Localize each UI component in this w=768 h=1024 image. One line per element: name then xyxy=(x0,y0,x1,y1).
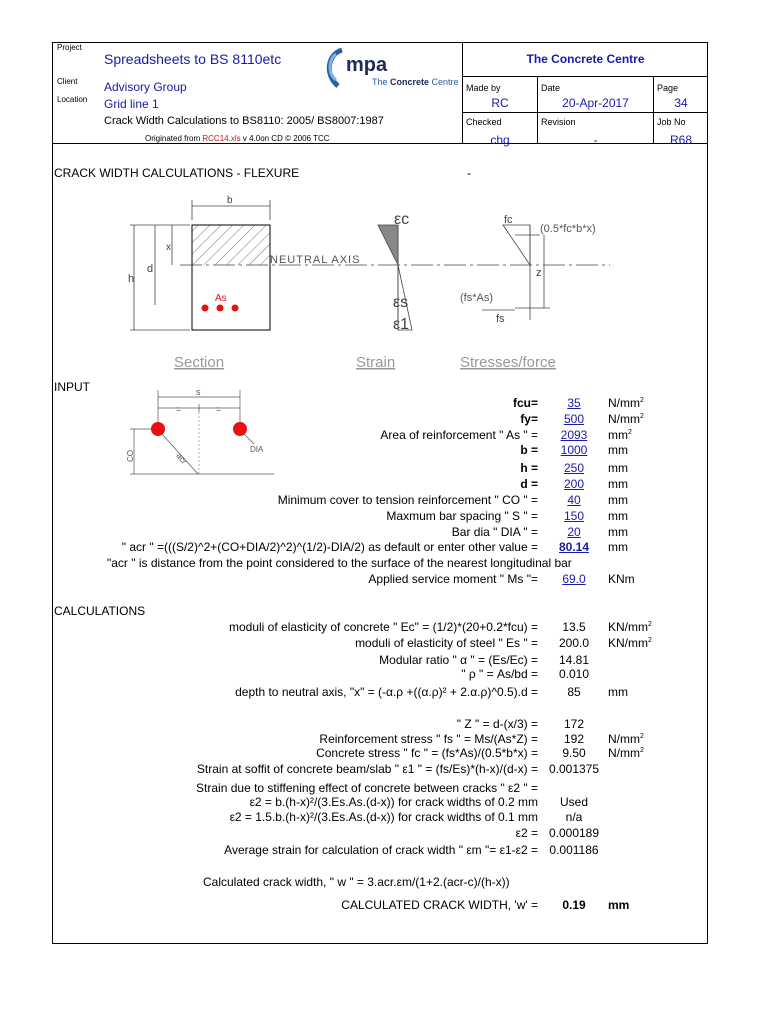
em-label: Average strain for calculation of crack width " εm "= ε1-ε2 = xyxy=(224,843,538,857)
w-label: CALCULATED CRACK WIDTH, 'w' = xyxy=(341,898,538,912)
job-value: R68 xyxy=(669,133,692,147)
dim-h: h xyxy=(128,273,135,285)
acr-unit: mm xyxy=(608,540,628,554)
as-unit-sup: 2 xyxy=(628,429,632,436)
alpha-label: Modular ratio " α " = (Es/Ec) = xyxy=(379,653,538,667)
w-unit: mm xyxy=(608,898,630,912)
document-title: Crack Width Calculations to BS8110: 2005/ BS8007:1987 xyxy=(104,115,384,127)
made-by-value: RC xyxy=(491,96,509,110)
logo-sub-suffix: Centre xyxy=(429,77,459,87)
input-row-h xyxy=(0,461,768,475)
ms-unit: KNm xyxy=(608,572,635,586)
calc-row-e2a xyxy=(0,795,768,809)
input-row-acr xyxy=(0,540,768,554)
es-label: moduli of elasticity of steel " Es " = xyxy=(355,636,538,650)
location-label: Location xyxy=(57,95,88,104)
checked-value: chg xyxy=(490,133,510,147)
ms-label: Applied service moment " Ms "= xyxy=(368,572,538,586)
fy-unit xyxy=(608,412,644,426)
input-heading: INPUT xyxy=(54,380,90,394)
z-label: " Z " = d-(x/3) = xyxy=(456,717,538,731)
date-value: 20-Apr-2017 xyxy=(562,96,629,110)
client-value: Advisory Group xyxy=(104,80,187,94)
es-unit-text: KN/mm xyxy=(608,636,648,650)
co-input[interactable]: 40 xyxy=(567,493,581,507)
x-label: depth to neutral axis, "x" = (-α.ρ +((α.ρ)² + 2.α.ρ)^0.5).d = xyxy=(235,685,538,699)
caption-stress: Stresses/force xyxy=(460,354,556,371)
calc-title: CRACK WIDTH CALCULATIONS - FLEXURE xyxy=(54,166,300,180)
revision-value: - xyxy=(593,133,598,147)
acr-label: " acr " =(((S/2)^2+(CO+DIA/2)^2)^(1/2)-DIA/2) as default or enter other value = xyxy=(121,540,538,554)
as-input[interactable]: 2093 xyxy=(560,428,588,442)
fc-unit-sup: 2 xyxy=(640,747,644,754)
e2a-label: ε2 = b.(h-x)²/(3.Es.As.(d-x)) for crack widths of 0.2 mm xyxy=(249,795,538,809)
page-label: Page xyxy=(657,83,679,93)
label-as: As xyxy=(215,293,227,304)
alpha-value: 14.81 xyxy=(558,653,590,667)
calc-row-em xyxy=(0,843,768,857)
header-grid-line xyxy=(462,112,708,113)
logo-sub-bold: Concrete xyxy=(390,77,430,87)
h-label: h = xyxy=(520,461,538,475)
logo-subtitle xyxy=(372,77,459,87)
title-dash: - xyxy=(467,166,471,180)
fs-unit xyxy=(608,732,644,746)
calc-row-e2 xyxy=(0,826,768,840)
originated-file: RCC14.xls xyxy=(202,134,241,143)
stress-fs-label: fs xyxy=(496,313,505,325)
calc-row-fc xyxy=(0,746,768,760)
x-value: 85 xyxy=(567,685,581,699)
input-row-as xyxy=(0,428,768,442)
fc-label: Concrete stress " fc " = (fs*As)/(0.5*b*x) = xyxy=(316,746,538,760)
dia-input[interactable]: 20 xyxy=(567,525,581,539)
strain-ec-label: εc xyxy=(394,211,410,228)
fcu-unit-text: N/mm xyxy=(608,396,640,410)
dim-s: s xyxy=(196,387,201,397)
date-label: Date xyxy=(541,83,561,93)
logo-text: mpa xyxy=(346,54,388,76)
project-value: Spreadsheets to BS 8110etc xyxy=(104,51,282,67)
as-unit-text: mm xyxy=(608,428,628,442)
caption-strain: Strain xyxy=(356,354,396,371)
dim-eq-right: = xyxy=(216,404,222,414)
logo-sub-prefix: The xyxy=(372,77,391,87)
rebar-dot xyxy=(232,305,239,312)
as-unit xyxy=(608,428,632,442)
e2-value: 0.000189 xyxy=(548,826,600,840)
dim-co: CO xyxy=(126,450,135,462)
calc-row-x xyxy=(0,685,768,699)
originated-suffix: v 4.0on CD © 2006 TCC xyxy=(242,134,330,143)
dim-dia: DIA xyxy=(250,445,264,454)
tension-force-label: (fs*As) xyxy=(460,292,493,304)
ec-unit-text: KN/mm xyxy=(608,620,648,634)
rho-label: " ρ " = As/bd = xyxy=(461,667,538,681)
fcu-unit xyxy=(608,396,644,410)
e2-title: Strain due to stiffening effect of concrete between cracks " ε2 " = xyxy=(196,781,538,795)
e2-label: ε2 = xyxy=(515,826,538,840)
w-value: 0.19 xyxy=(562,898,586,912)
calc-row-fs xyxy=(0,732,768,746)
fs-unit-sup: 2 xyxy=(640,733,644,740)
co-label: Minimum cover to tension reinforcement " CO " = xyxy=(277,493,538,507)
acr-note: "acr " is distance from the point considered to the surface of the nearest longitudinal bar xyxy=(107,556,572,570)
compression-zone-hatch xyxy=(192,225,270,265)
dim-b: b xyxy=(227,195,233,206)
dim-d: d xyxy=(147,263,154,275)
calculations-heading: CALCULATIONS xyxy=(54,604,146,618)
compression-force-label: (0.5*fc*b*x) xyxy=(540,223,596,235)
ec-value: 13.5 xyxy=(562,620,586,634)
dim-x: x xyxy=(166,242,171,253)
rho-value: 0.010 xyxy=(558,667,590,681)
b-input[interactable]: 1000 xyxy=(560,443,588,457)
acr-input[interactable]: 80.14 xyxy=(558,540,590,554)
ms-input[interactable]: 69.0 xyxy=(562,572,586,586)
input-row-fy xyxy=(0,412,768,426)
h-unit: mm xyxy=(608,461,628,475)
h-input[interactable]: 250 xyxy=(563,461,585,475)
calc-row-e2b xyxy=(0,810,768,824)
e2b-label: ε2 = 1.5.b.(h-x)²/(3.Es.As.(d-x)) for crack widths of 0.1 mm xyxy=(229,810,538,824)
s-unit: mm xyxy=(608,509,628,523)
calc-row-w xyxy=(0,898,768,912)
originated-note xyxy=(145,134,330,143)
es-unit-sup: 2 xyxy=(648,637,652,644)
job-label: Job No xyxy=(657,117,686,127)
d-label: d = xyxy=(520,477,538,491)
mpa-logo xyxy=(322,44,462,94)
calc-row-alpha xyxy=(0,653,768,667)
fc-unit-text: N/mm xyxy=(608,746,640,760)
checked-label: Checked xyxy=(466,117,502,127)
es-unit xyxy=(608,636,652,650)
section-strain-stress-diagram xyxy=(120,190,620,375)
ec-label: moduli of elasticity of concrete " Ec" = (1/2)*(20+0.2*fcu) = xyxy=(229,620,538,634)
b-unit: mm xyxy=(608,443,628,457)
neutral-axis-label: NEUTRAL AXIS xyxy=(270,254,361,266)
strain-e1-label: ε1 xyxy=(393,316,410,333)
strain-es-label: εs xyxy=(393,294,409,311)
page-value: 34 xyxy=(674,96,688,110)
calc-row-ec xyxy=(0,620,768,634)
calc-row-rho xyxy=(0,667,768,681)
fcu-unit-sup: 2 xyxy=(640,397,644,404)
x-unit: mm xyxy=(608,685,628,699)
stress-fc-label: fc xyxy=(504,214,513,226)
s-label: Maxmum bar spacing " S " = xyxy=(386,509,538,523)
input-row-s xyxy=(0,509,768,523)
input-row-dia xyxy=(0,525,768,539)
rebar-dot xyxy=(217,305,224,312)
calc-row-e1 xyxy=(0,762,768,776)
fy-unit-sup: 2 xyxy=(640,413,644,420)
as-label: Area of reinforcement " As " = xyxy=(380,428,538,442)
input-row-b xyxy=(0,443,768,457)
fs-label: Reinforcement stress " fs " = Ms/(As*Z) = xyxy=(319,732,538,746)
z-value: 172 xyxy=(563,717,585,731)
e1-value: 0.001375 xyxy=(548,762,600,776)
calc-row-es xyxy=(0,636,768,650)
dim-acr: acr xyxy=(174,451,189,466)
co-unit: mm xyxy=(608,493,628,507)
fs-unit-text: N/mm xyxy=(608,732,640,746)
input-row-co xyxy=(0,493,768,507)
fy-unit-text: N/mm xyxy=(608,412,640,426)
made-by-label: Made by xyxy=(466,83,501,93)
w-formula: Calculated crack width, " w " = 3.acr.εm/(1+2.(acr-c)/(h-x)) xyxy=(203,875,510,889)
calc-row-w-formula xyxy=(0,875,768,889)
rebar-dot xyxy=(202,305,209,312)
caption-section: Section xyxy=(174,354,225,371)
input-row-d xyxy=(0,477,768,491)
input-row-fcu xyxy=(0,396,768,410)
s-input[interactable]: 150 xyxy=(563,509,585,523)
calc-row-z xyxy=(0,717,768,731)
ec-unit-sup: 2 xyxy=(648,621,652,628)
input-row-ms xyxy=(0,572,768,586)
acr-note-row xyxy=(0,556,768,570)
dim-eq-left: = xyxy=(176,404,182,414)
dia-label: Bar dia " DIA " = xyxy=(451,525,538,539)
originated-prefix: Originated from xyxy=(145,134,201,143)
client-label: Client xyxy=(57,77,78,86)
fy-label: fy= xyxy=(520,412,538,426)
fc-value: 9.50 xyxy=(562,746,586,760)
ec-unit xyxy=(608,620,652,634)
es-value: 200.0 xyxy=(558,636,590,650)
dia-unit: mm xyxy=(608,525,628,539)
d-input[interactable]: 200 xyxy=(563,477,585,491)
fs-value: 192 xyxy=(563,732,585,746)
em-value: 0.001186 xyxy=(549,843,599,857)
location-value: Grid line 1 xyxy=(104,97,159,111)
b-label: b = xyxy=(520,443,538,457)
d-unit: mm xyxy=(608,477,628,491)
lever-arm-z: z xyxy=(536,267,542,279)
e2a-value: Used xyxy=(559,795,588,809)
fcu-label: fcu= xyxy=(512,396,538,410)
fy-input[interactable]: 500 xyxy=(563,412,585,426)
fc-unit xyxy=(608,746,644,760)
fcu-input[interactable]: 35 xyxy=(567,396,581,410)
project-label: Project xyxy=(57,43,82,52)
revision-label: Revision xyxy=(541,117,576,127)
e1-label: Strain at soffit of concrete beam/slab " ε1 " = (fs/Es)*(h-x)/(d-x) = xyxy=(196,762,538,776)
org-name: The Concrete Centre xyxy=(526,52,645,66)
header-grid-line xyxy=(462,76,708,77)
calc-row-e2-title xyxy=(0,781,768,795)
e2b-value: n/a xyxy=(565,810,583,824)
